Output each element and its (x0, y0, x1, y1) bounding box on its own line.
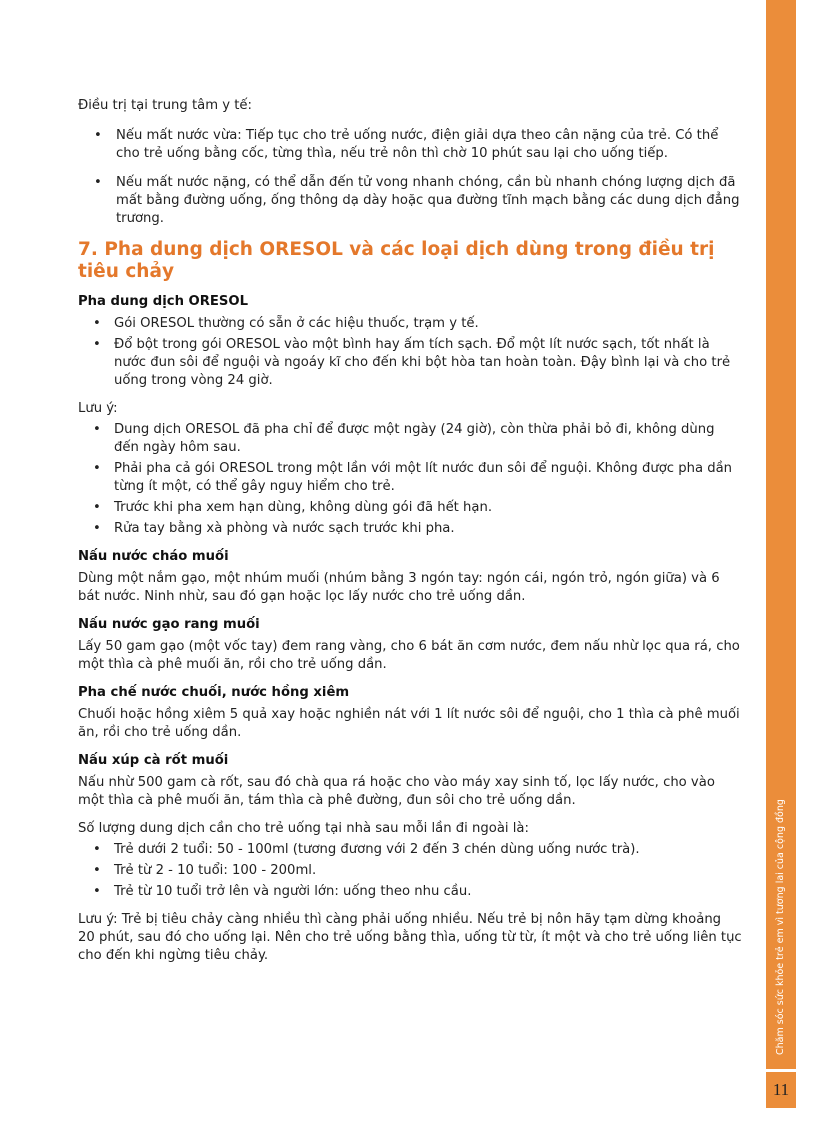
recipe-block (78, 752, 742, 810)
amounts-section (78, 820, 742, 901)
list-item: • Trẻ từ 2 - 10 tuổi: 100 - 200ml. (78, 862, 742, 880)
list-item: • Gói ORESOL thường có sẵn ở các hiệu thuốc, trạm y tế. (78, 315, 742, 333)
section-heading: 7. Pha dung dịch ORESOL và các loại dịch dùng trong điều trị tiêu chảy (78, 239, 715, 282)
list-item: • Trẻ dưới 2 tuổi: 50 - 100ml (tương đương với 2 đến 3 chén dùng uống nước trà). (78, 841, 742, 859)
subsection-title: Pha dung dịch ORESOL (78, 294, 249, 309)
list-item: • Trước khi pha xem hạn dùng, không dùng gói đã hết hạn. (78, 499, 742, 517)
list-item: • Dung dịch ORESOL đã pha chỉ để được một ngày (24 giờ), còn thừa phải bỏ đi, không dùng đến ngày hôm sau. (78, 421, 742, 457)
page-content (78, 97, 742, 965)
list-item: • Đổ bột trong gói ORESOL vào một bình hay ấm tích sạch. Đổ một lít nước sạch, tốt nhất là nước đun sôi để nguội và ngoáy kĩ cho đến khi bột hòa tan hoàn toàn. Đậy bình lại và cho trẻ uống trong vòng 24 giờ. (78, 336, 742, 390)
amounts-list (78, 841, 742, 901)
recipe-block (78, 548, 742, 606)
oresol-list (78, 315, 742, 390)
list-item: • Rửa tay bằng xà phòng và nước sạch trước khi pha. (78, 520, 742, 538)
list-item: • Nếu mất nước vừa: Tiếp tục cho trẻ uống nước, điện giải dựa theo cân nặng của trẻ. Có thể cho trẻ uống bằng cốc, từng thìa, nếu trẻ nôn thì chờ 10 phút sau lại cho uống tiếp. (78, 127, 742, 163)
subsection-title: Nấu nước cháo muối (78, 549, 229, 564)
note-label: Lưu ý: (78, 401, 118, 416)
sidebar-title: Chăm sóc sức khỏe trẻ em vì tương lai của cộng đồng (775, 799, 786, 1055)
recipe-block (78, 616, 742, 674)
oresol-notes (78, 400, 742, 538)
list-item: • Phải pha cả gói ORESOL trong một lần với một lít nước đun sôi để nguội. Không được pha dần từng ít một, có thể gây nguy hiểm cho trẻ. (78, 460, 742, 496)
treatment-list (78, 127, 742, 228)
page-number: 11 (766, 1072, 796, 1108)
subsection-title: Nấu xúp cà rốt muối (78, 753, 229, 768)
recipe-text: Dùng một nắm gạo, một nhúm muối (nhúm bằng 3 ngón tay: ngón cái, ngón trỏ, ngón giữa) và 6 bát nước. Ninh nhừ, sau đó gạn hoặc lọc lấy nước cho trẻ uống dần. (78, 571, 720, 604)
subsection-title: Nấu nước gạo rang muối (78, 617, 260, 632)
note-list (78, 421, 742, 538)
list-item: • Trẻ từ 10 tuổi trở lên và người lớn: uống theo nhu cầu. (78, 883, 742, 901)
final-note: Lưu ý: Trẻ bị tiêu chảy càng nhiều thì càng phải uống nhiều. Nếu trẻ bị nôn hãy tạm dừng khoảng 20 phút, sau đó cho uống lại. Nên cho trẻ uống bằng thìa, uống từ từ, ít một và cho trẻ uống liên tục cho đến khi ngừng tiêu chảy. (78, 912, 742, 963)
oresol-section (78, 293, 742, 390)
subsection-title: Pha chế nước chuối, nước hồng xiêm (78, 685, 350, 700)
recipe-text: Nấu nhừ 500 gam cà rốt, sau đó chà qua rá hoặc cho vào máy xay sinh tố, lọc lấy nước, cho vào một thìa cà phê muối ăn, tám thìa cà phê đường, đun sôi cho trẻ uống dần. (78, 775, 715, 808)
recipe-text: Lấy 50 gam gạo (một vốc tay) đem rang vàng, cho 6 bát ăn cơm nước, đem nấu nhừ lọc qua rá, cho một thìa cà phê muối ăn, rồi cho trẻ uống dần. (78, 639, 740, 672)
treatment-intro: Điều trị tại trung tâm y tế: (78, 98, 252, 113)
amounts-intro: Số lượng dung dịch cần cho trẻ uống tại nhà sau mỗi lần đi ngoài là: (78, 821, 529, 836)
recipe-block (78, 684, 742, 742)
recipe-text: Chuối hoặc hồng xiêm 5 quả xay hoặc nghiền nát với 1 lít nước sôi để nguội, cho 1 thìa cà phê muối ăn, rồi cho trẻ uống dần. (78, 707, 740, 740)
list-item: • Nếu mất nước nặng, có thể dẫn đến tử vong nhanh chóng, cần bù nhanh chóng lượng dịch đã mất bằng đường uống, ống thông dạ dày hoặc qua đường tĩnh mạch bằng các dung dịch đẳng trương. (78, 174, 742, 228)
